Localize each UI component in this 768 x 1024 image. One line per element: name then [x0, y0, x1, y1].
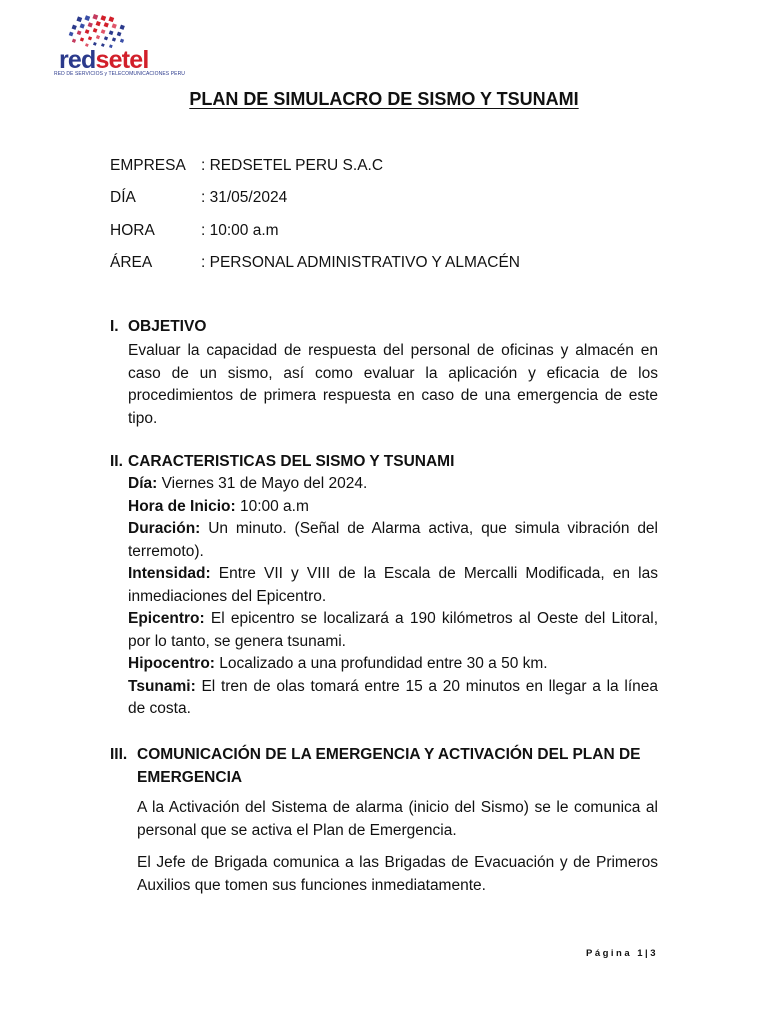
section-3-number: III.: [110, 746, 128, 763]
info-label: EMPRESA: [110, 157, 186, 174]
section-2-heading: [110, 453, 658, 471]
info-value: : PERSONAL ADMINISTRATIVO Y ALMACÉN: [201, 254, 520, 271]
characteristic-item: [128, 676, 658, 721]
info-value: : 31/05/2024: [201, 189, 288, 206]
section-1-heading: [110, 318, 658, 336]
characteristic-item: [128, 518, 658, 563]
item-text: El tren de olas tomará entre 15 a 20 minutos en llegar a la línea de costa.: [128, 677, 658, 717]
item-text: Entre VII y VIII de la Escala de Mercalli Modificada, en las inmediaciones del Epicentro.: [128, 565, 658, 605]
item-text: 10:00 a.m: [235, 497, 309, 515]
item-text: El epicentro se localizará a 190 kilómetros al Oeste del Litoral, por lo tanto, se genera tsunami.: [128, 610, 658, 650]
item-text: Viernes 31 de Mayo del 2024.: [157, 475, 368, 492]
info-row-area: [110, 254, 520, 272]
item-text: Localizado a una profundidad entre 30 a 50 km.: [214, 655, 548, 672]
section-3-paragraph: El Jefe de Brigada comunica a las Brigadas de Evacuación y de Primeros Auxilios que tomen sus funciones inmediatamente.: [137, 854, 658, 894]
characteristic-item: [128, 473, 658, 496]
logo-tagline: RED DE SERVICIOS y TELECOMUNICACIONES PERU: [54, 71, 185, 77]
info-label: DÍA: [110, 189, 136, 206]
section-3-body: [137, 797, 658, 897]
item-label: Hora de Inicio:: [128, 497, 236, 515]
characteristic-item: [128, 608, 658, 653]
logo-word-part2: setel: [95, 46, 149, 74]
info-value: : REDSETEL PERU S.A.C: [201, 157, 384, 174]
logo-word-part1: red: [59, 46, 96, 74]
section-1-body: Evaluar la capacidad de respuesta del personal de oficinas y almacén en caso de un sismo, así como evaluar la aplicación y eficacia de los procedimientos de primera respuesta en caso de una emergencia de este tipo.: [128, 342, 658, 427]
characteristic-item: [128, 496, 658, 519]
item-label: Intensidad:: [128, 565, 211, 582]
section-3-title: COMUNICACIÓN DE LA EMERGENCIA Y ACTIVACIÓN DEL PLAN DE EMERGENCIA: [137, 746, 641, 786]
info-row-hora: [110, 222, 279, 240]
section-2-list: [128, 473, 658, 721]
info-row-dia: [110, 189, 287, 207]
info-row-empresa: [110, 157, 383, 175]
section-1-title: OBJETIVO: [128, 318, 207, 335]
company-logo: [52, 10, 185, 78]
info-label: HORA: [110, 222, 155, 239]
section-2-number: II.: [110, 453, 123, 470]
item-text: Un minuto. (Señal de Alarma activa, que simula vibración del terremoto).: [128, 520, 658, 560]
characteristic-item: [128, 653, 658, 676]
section-1-number: I.: [110, 318, 119, 335]
info-value: : 10:00 a.m: [201, 222, 279, 239]
item-label: Tsunami:: [128, 677, 196, 695]
info-label: ÁREA: [110, 254, 153, 271]
item-label: Epicentro:: [128, 610, 205, 627]
item-label: Día:: [128, 475, 158, 492]
section-3-heading: [110, 744, 658, 789]
section-3-paragraph: A la Activación del Sistema de alarma (inicio del Sismo) se le comunica al personal que se activa el Plan de Emergencia.: [137, 799, 658, 839]
characteristic-item: [128, 563, 658, 608]
item-label: Duración:: [128, 520, 201, 537]
page-number: Página 1|3: [585, 948, 658, 959]
section-2-title: CARACTERISTICAS DEL SISMO Y TSUNAMI: [128, 453, 455, 470]
logo-wordmark: [59, 48, 149, 73]
document-title: PLAN DE SIMULACRO DE SISMO Y TSUNAMI: [189, 89, 579, 109]
item-label: Hipocentro:: [128, 655, 215, 672]
